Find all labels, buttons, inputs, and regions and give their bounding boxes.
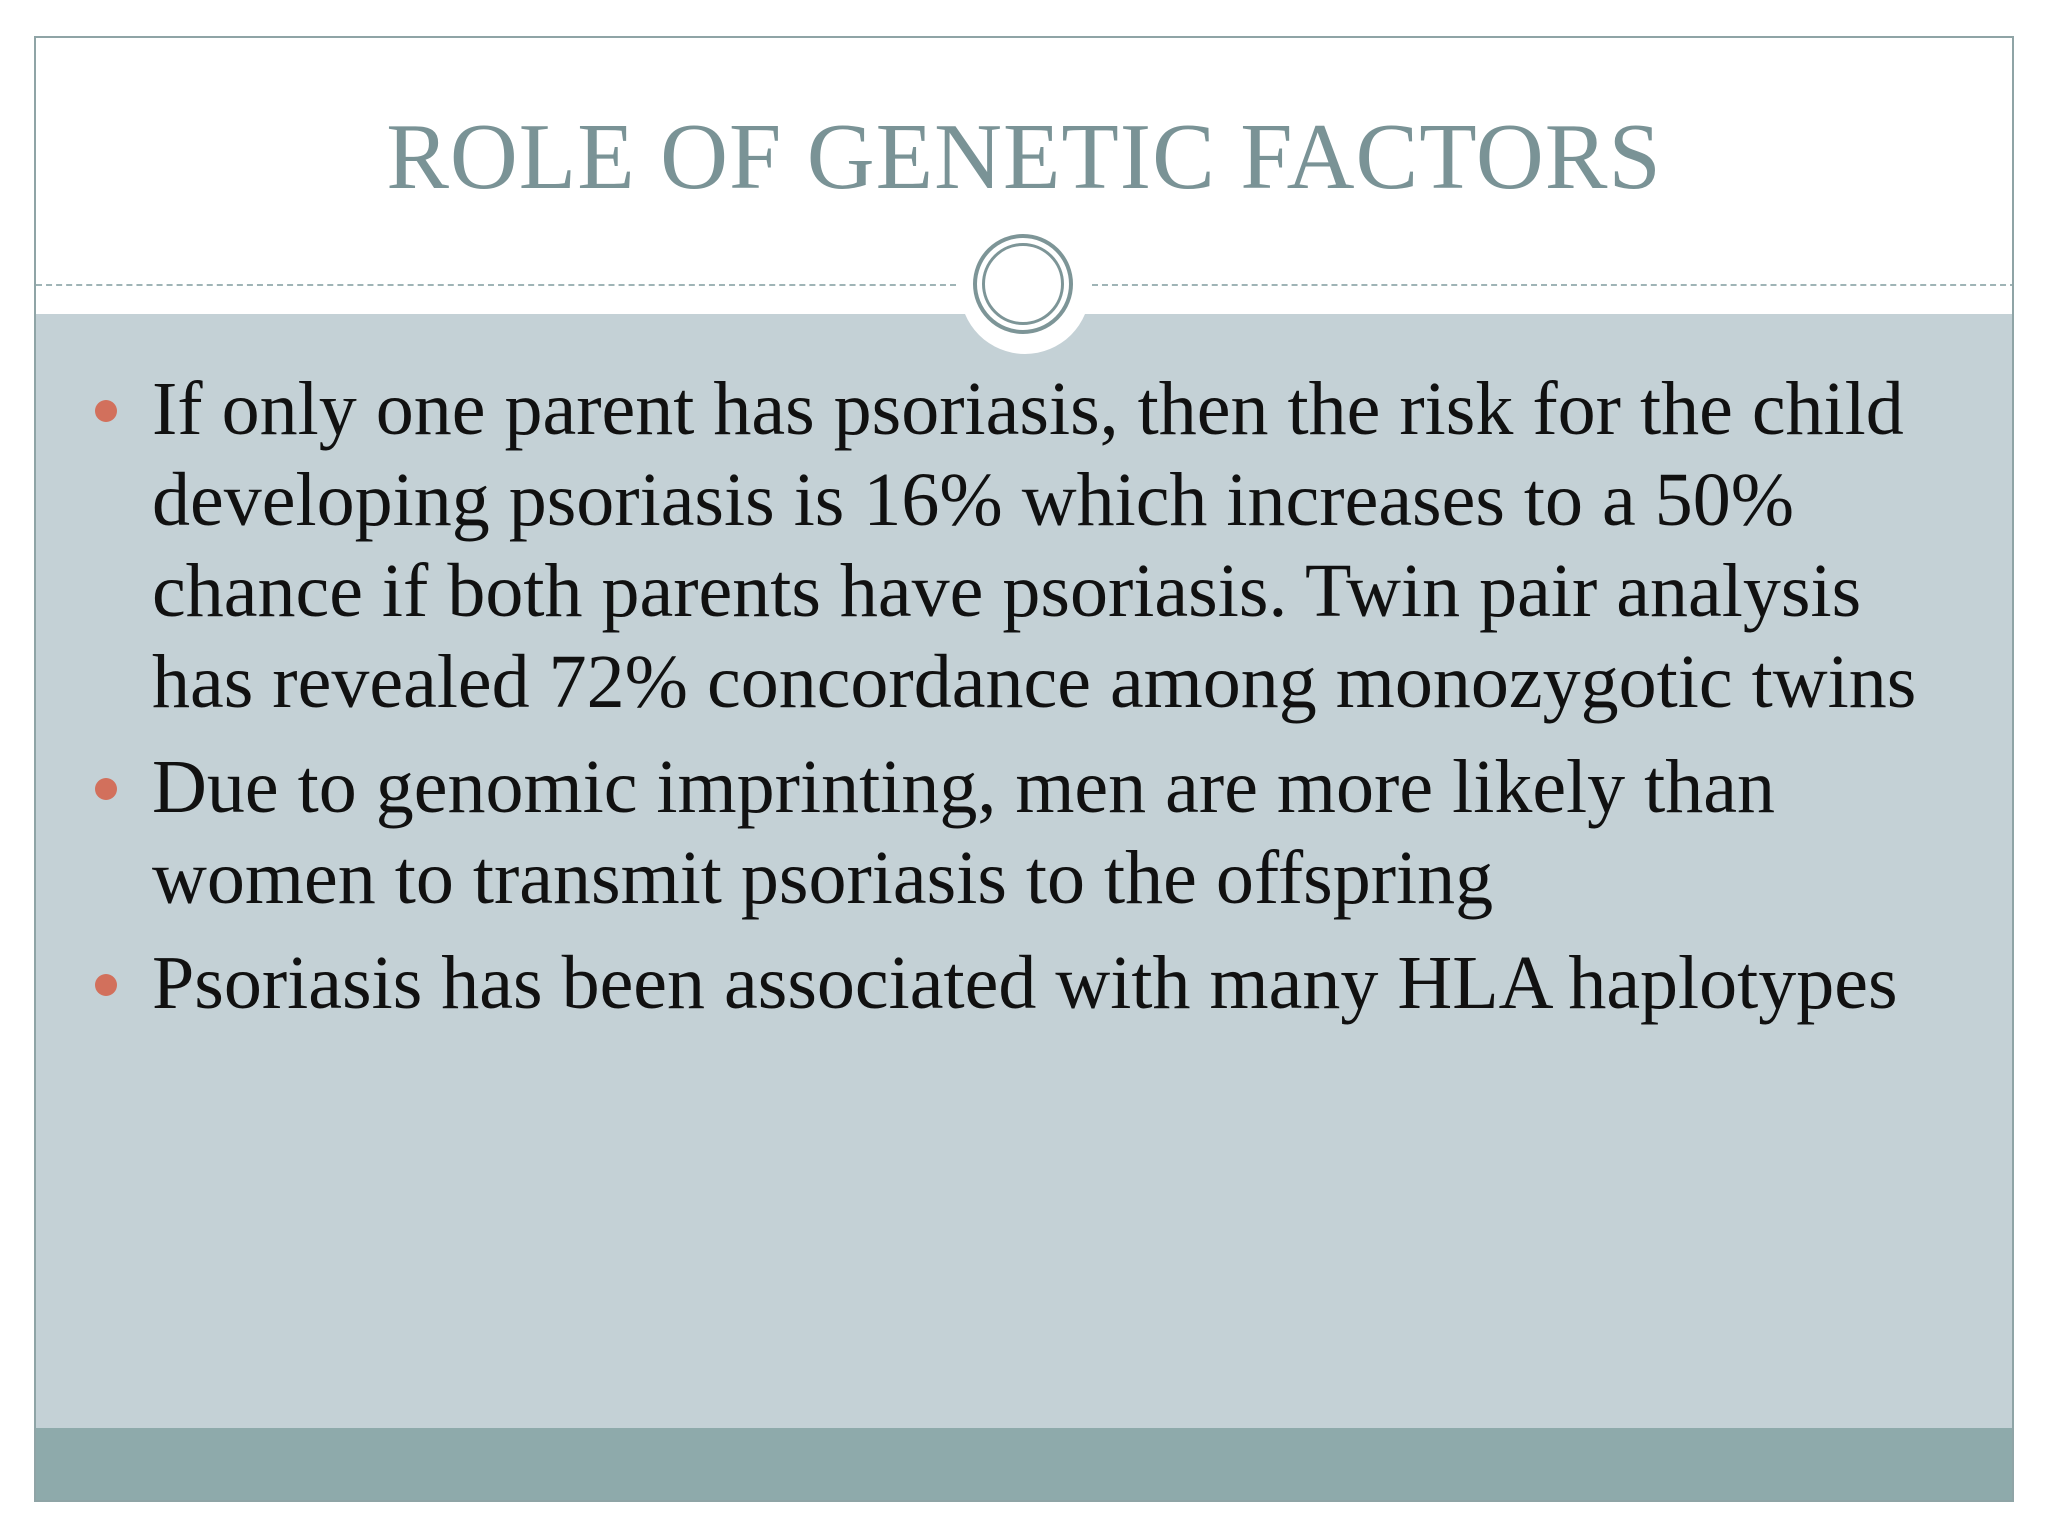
bullet-item [36,938,2012,1029]
bullet-text: Psoriasis has been associated with many HLA haplotypes [152,941,1898,1025]
bullet-dot-icon [95,778,117,800]
title-divider-left [36,284,956,286]
bullet-list [36,364,2012,1029]
divider-inner-circle-icon [982,243,1064,325]
footer-band [36,1428,2012,1500]
bullet-item [36,364,2012,728]
bullet-item [36,742,2012,924]
bullet-text: Due to genomic imprinting, men are more likely than women to transmit psoriasis to the offspring [152,745,1776,920]
slide [34,36,2014,1502]
bullet-text: If only one parent has psoriasis, then the risk for the child developing psoriasis is 16% which increases to a 50% chance if both parents have psoriasis. Twin pair analysis has revealed 72% concordance among monozygotic twins [152,367,1917,724]
slide-title: ROLE OF GENETIC FACTORS [386,105,1662,209]
slide-content [36,364,2012,1043]
title-divider-right [1092,284,2014,286]
bullet-dot-icon [95,974,117,996]
bullet-dot-icon [95,400,117,422]
